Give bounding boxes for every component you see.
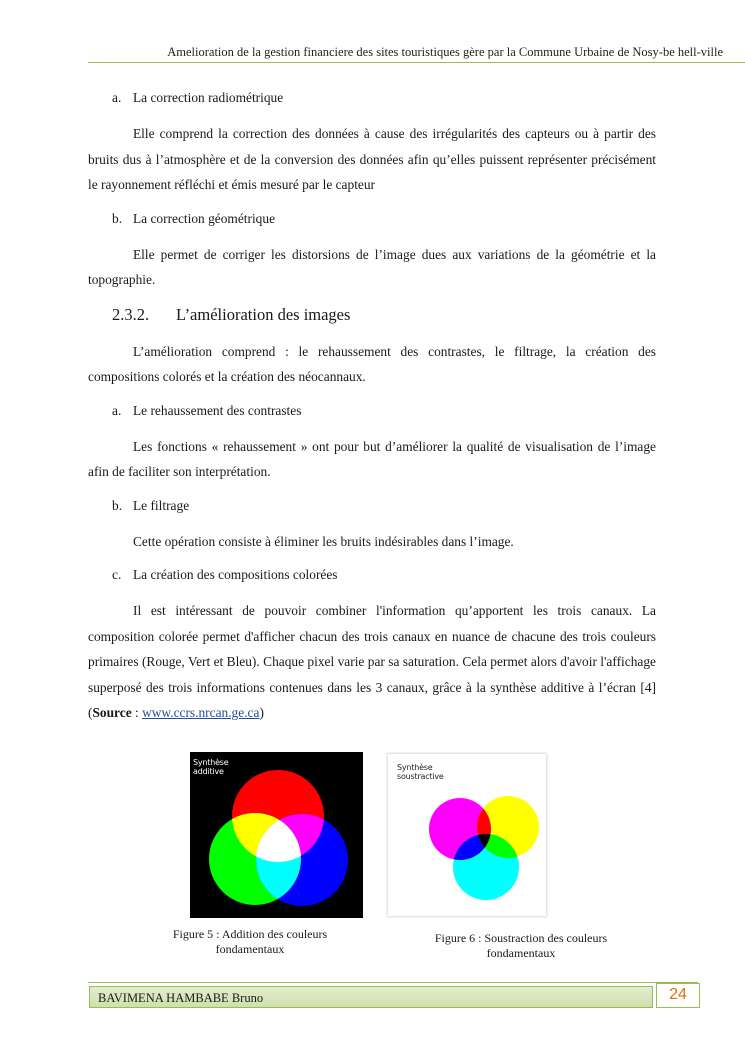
list-marker: c. (112, 567, 122, 582)
paragraph-improvement: L’amélioration comprend : le rehaussement des contrastes, le filtrage, la création des compositions colorés et la création des néocannaux. (88, 343, 656, 384)
source-label: Source (92, 705, 132, 720)
subtractive-label (397, 763, 444, 781)
page-number-box (656, 983, 700, 1008)
list-marker: b. (112, 210, 123, 226)
subtractive-synthesis-image (388, 754, 546, 916)
additive-synthesis-image (190, 752, 363, 918)
section-heading (112, 304, 656, 326)
paragraph-filtering: Cette opération consiste à éliminer les bruits indésirables dans l’image. (133, 533, 514, 549)
running-header: Amelioration de la gestion financiere des sites touristiques gère par la Commune Urbaine de Nosy-be hell-ville (167, 45, 723, 59)
paragraph-color-composition (88, 598, 656, 726)
list-marker: a. (112, 402, 122, 418)
subsection-title: La création des compositions colorées (133, 567, 338, 582)
subsection-filtering (112, 496, 656, 516)
label-line-1: Synthèse (397, 763, 433, 772)
figures-row (88, 752, 656, 967)
subsection-title: Le filtrage (133, 497, 190, 513)
subsection-radiometric-correction (112, 88, 656, 108)
section-title: L’amélioration des images (176, 304, 351, 324)
paragraph-end: ) (259, 705, 264, 720)
subsection-color-composition (112, 565, 656, 585)
paragraph-radiometric: Elle comprend la correction des données à cause des irrégularités des capteurs ou à partir des bruits dus à l’atmosphère et de la conversion des données afin qu’elles puissent représenter précisément le rayonnement réfléchi et émis mesuré par le capteur (88, 126, 656, 192)
paragraph-geometric: Elle permet de corriger les distorsions de l’image dues aux variations de la géométrie et la topographie. (88, 246, 656, 287)
page-number: 24 (669, 986, 687, 1003)
section-number: 2.3.2. (112, 304, 150, 324)
subsection-geometric-correction (112, 209, 656, 229)
subsection-title: Le rehaussement des contrastes (133, 402, 302, 418)
label-line-1: Synthèse (193, 758, 229, 767)
paragraph-contrast: Les fonctions « rehaussement » ont pour but d’améliorer la qualité de visualisation de l’image afin de faciliter son interprétation. (88, 438, 656, 479)
additive-color-circles (190, 752, 363, 918)
subsection-contrast (112, 401, 656, 421)
subsection-title: La correction géométrique (133, 210, 276, 226)
author-name: BAVIMENA HAMBABE Bruno (98, 991, 264, 1005)
list-marker: a. (112, 90, 122, 105)
footer-author-box (89, 986, 653, 1008)
subsection-title: La correction radiométrique (133, 90, 284, 105)
page-body (88, 88, 656, 726)
paragraph-text: Il est intéressant de pouvoir combiner l'information qu’apportent les trois canaux. La composition colorée permet d'afficher chacun des trois canaux en nuance de chacune des trois couleurs primaires (Rouge, Vert et Bleu). Chaque pixel varie par sa saturation. Cela permet alors d'avoir l'affichage superposé des trois informations contenues dans les 3 canaux, grâce à la synthèse additive à l’écran [4] ( (88, 603, 656, 720)
list-marker: b. (112, 497, 123, 513)
label-line-2: additive (193, 767, 224, 776)
figure-5-caption: Figure 5 : Addition des couleurs fondamentaux (172, 927, 328, 956)
additive-label (193, 758, 229, 776)
source-separator: : (131, 705, 143, 720)
figure-6-caption: Figure 6 : Soustraction des couleurs fondamentaux (434, 931, 608, 960)
footer-divider (88, 982, 698, 983)
header-divider (88, 62, 745, 63)
source-link[interactable]: www.ccrs.nrcan.ge.ca (142, 705, 260, 720)
label-line-2: soustractive (397, 772, 444, 781)
